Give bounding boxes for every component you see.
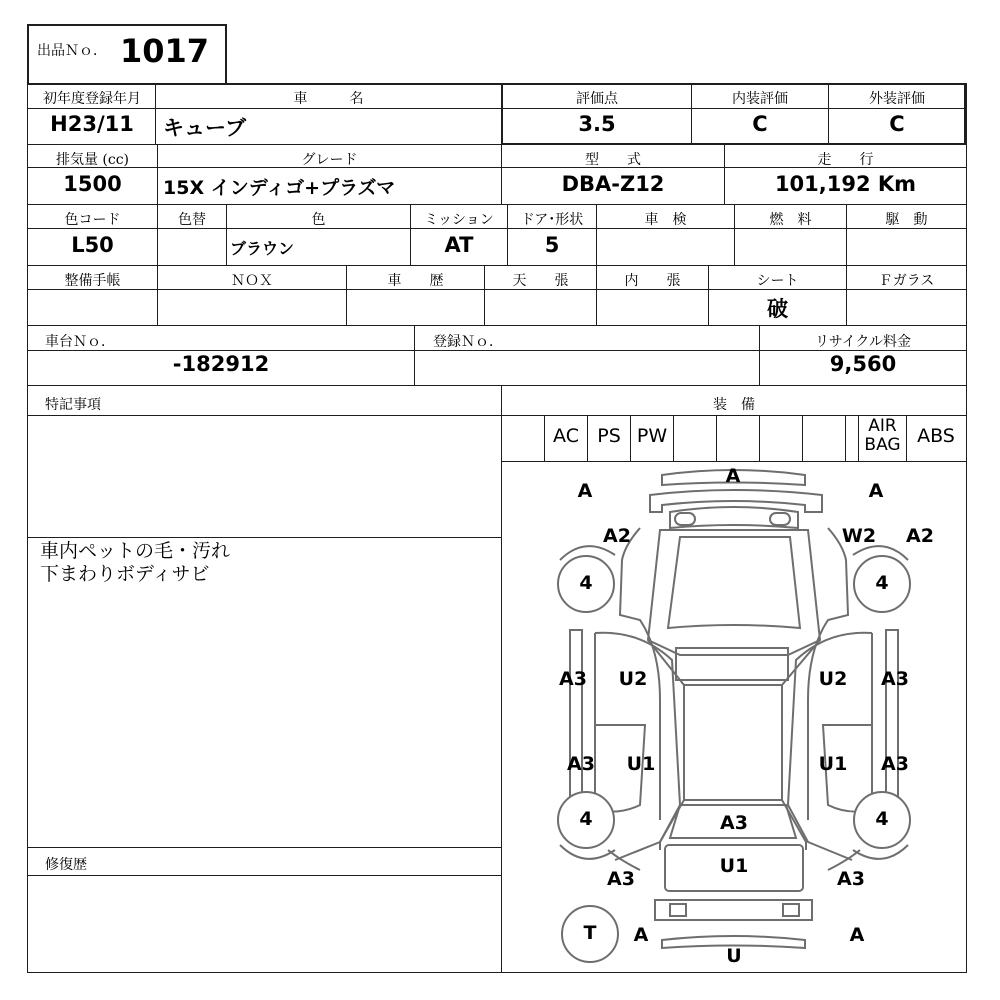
tire-rear-left: 4	[579, 808, 593, 830]
spare-tire: T	[583, 922, 597, 944]
interior-grade-label: 内装評価	[732, 91, 788, 107]
fuel-label: 燃 料	[769, 212, 812, 228]
mark-rear-door-left: U1	[626, 753, 656, 775]
mark-rear-window: A3	[720, 812, 748, 834]
model-label: 型 式	[585, 152, 641, 168]
tire-rear-right: 4	[875, 808, 889, 830]
seat-label: シート	[756, 273, 799, 289]
chassis-value: -182912	[172, 352, 270, 376]
mark-rear-quarter-left: A3	[607, 868, 635, 890]
tire-front-right: 4	[875, 572, 889, 594]
recycle-label: リサイクル料金	[814, 334, 912, 350]
doors-value: 5	[544, 233, 560, 257]
equipment-abs: ABS	[917, 425, 955, 447]
service-book-label: 整備手帳	[64, 273, 121, 289]
mark-front-corner-left: A	[577, 480, 593, 502]
score-label: 評価点	[576, 91, 618, 107]
equipment-pw: PW	[636, 425, 668, 447]
mark-front-fender-right: A2	[906, 525, 934, 547]
doors-label: ドア･形状	[520, 212, 584, 228]
repaint-label: 色替	[178, 212, 206, 228]
equipment-ps: PS	[597, 425, 621, 447]
equipment-ac: AC	[553, 425, 579, 447]
interior-trim-label: 内 張	[624, 273, 681, 289]
color-label: 色	[311, 212, 326, 228]
notes-line: 下まわりボディサビ	[40, 563, 210, 585]
mark-front-corner-right: A	[868, 480, 884, 502]
first-reg-value: H23/11	[50, 112, 134, 136]
mark-rear-bumper-right: A	[849, 924, 865, 946]
tire-front-left: 4	[579, 572, 593, 594]
mark-rear-door-outer-left: A3	[567, 753, 595, 775]
chassis-label: 車台Ｎｏ．	[45, 334, 115, 350]
mark-rear-door-right: U1	[818, 753, 848, 775]
displacement-value: 1500	[63, 172, 122, 196]
f-glass-label: Ｆガラス	[878, 273, 935, 289]
nox-label: ＮＯＸ	[231, 273, 273, 289]
mark-front-door-left: U2	[618, 668, 648, 690]
mark-rear-door-outer-right: A3	[881, 753, 909, 775]
car-name-value: キューブ	[163, 116, 246, 140]
car-name-label: 車 名	[293, 91, 364, 107]
notes-line: 車内ペットの毛・汚れ	[40, 540, 231, 562]
grade-value: 15X インディゴ+プラズマ	[163, 177, 396, 199]
headliner-label: 天 張	[512, 273, 569, 289]
color-code-value: L50	[71, 233, 114, 257]
history-label: 車 歴	[387, 273, 444, 289]
mark-rear-bumper-left: A	[633, 924, 649, 946]
model-value: DBA-Z12	[561, 172, 665, 196]
mark-front-fender-right-w: W2	[841, 525, 877, 547]
mark-rear-quarter-right: A3	[837, 868, 865, 890]
mark-front-door-right: U2	[818, 668, 848, 690]
grade-label: グレード	[301, 152, 358, 168]
mark-front-door-outer-left: A3	[559, 668, 587, 690]
lot-number: 1017	[120, 32, 210, 70]
color-value: ブラウン	[230, 239, 295, 258]
recycle-value: 9,560	[829, 352, 897, 376]
lot-label: 出品Ｎｏ．	[37, 43, 107, 59]
transmission-value: AT	[444, 233, 474, 257]
exterior-grade-value: C	[889, 112, 905, 136]
exterior-grade-label: 外装評価	[869, 91, 925, 107]
repair-label: 修復歴	[45, 857, 87, 873]
equipment-airbag: AIR BAG	[864, 416, 901, 455]
equipment-label: 装 備	[713, 397, 755, 413]
reg-no-label: 登録Ｎｏ．	[433, 334, 503, 350]
interior-grade-value: C	[752, 112, 768, 136]
mileage-label: 走 行	[817, 152, 874, 168]
score-value: 3.5	[578, 112, 616, 136]
drive-label: 駆 動	[885, 212, 928, 228]
mark-front-fender-left: A2	[603, 525, 631, 547]
transmission-label: ミッション	[424, 212, 494, 228]
notes-label: 特記事項	[45, 397, 101, 413]
mileage-value: 101,192 Km	[774, 172, 917, 196]
inspection-label: 車 検	[644, 212, 687, 228]
mark-rear-bumper: U	[726, 945, 742, 967]
first-reg-label: 初年度登録年月	[43, 91, 141, 107]
seat-value: 破	[767, 296, 788, 321]
color-code-label: 色コード	[64, 212, 121, 228]
mark-front-door-outer-right: A3	[881, 668, 909, 690]
mark-front-bumper: A	[725, 465, 741, 487]
mark-back-door: U1	[719, 855, 749, 877]
displacement-label: 排気量 (cc)	[55, 152, 130, 168]
